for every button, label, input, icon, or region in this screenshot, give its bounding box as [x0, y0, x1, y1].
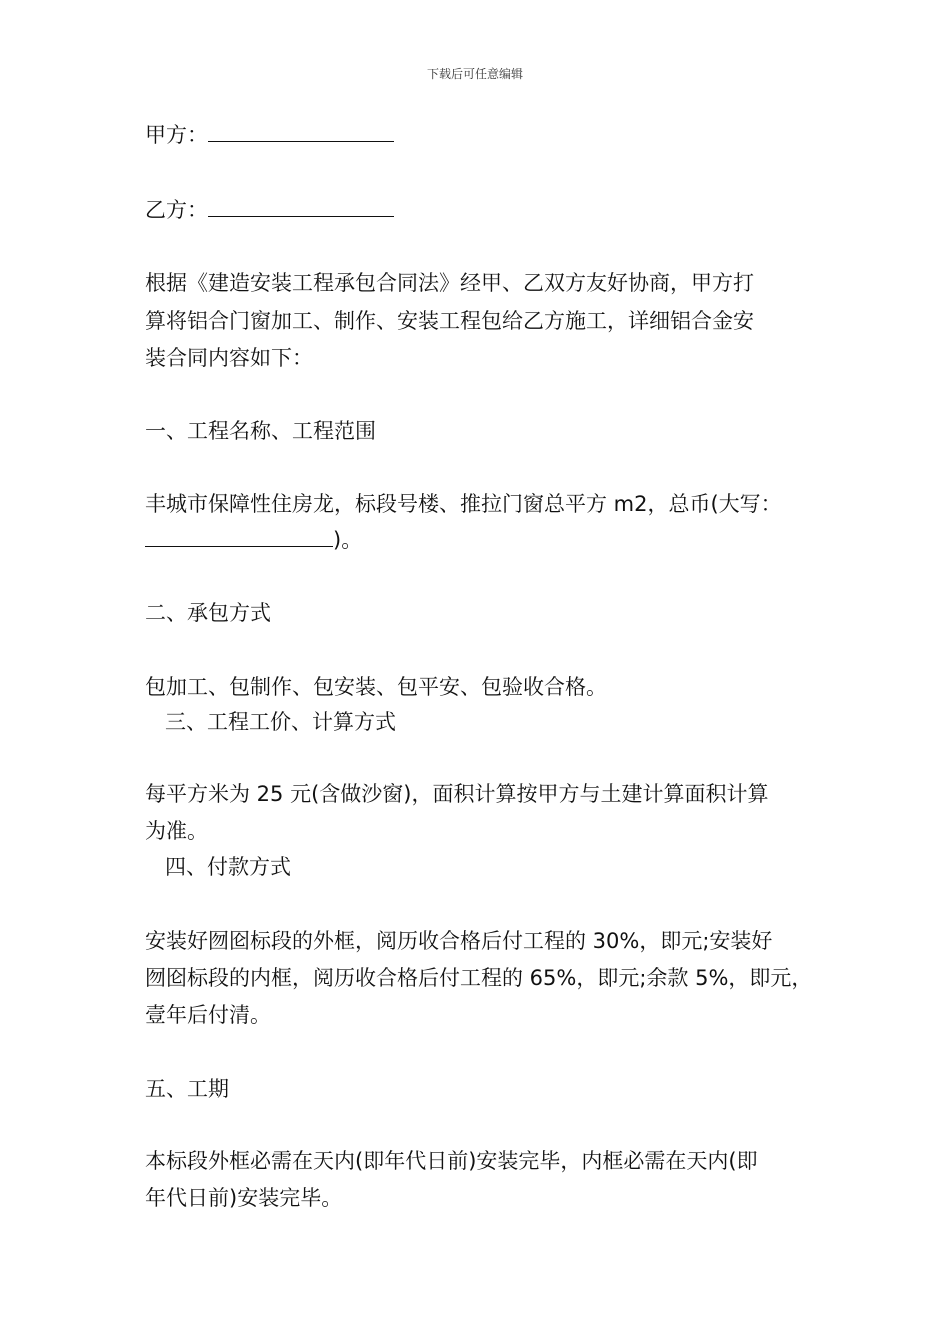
- party-b-label: 乙方：: [145, 198, 208, 222]
- party-a-line: [145, 120, 394, 150]
- section4-title: 四、付款方式: [165, 855, 291, 879]
- section3-line-2: 为准。: [145, 819, 208, 843]
- section3-title: 三、工程工价、计算方式: [165, 710, 396, 734]
- party-a-blank: [208, 121, 394, 142]
- section5-title: 五、工期: [145, 1077, 229, 1101]
- party-b-line: [145, 195, 394, 225]
- section3-line-1: 每平方米为 25 元(含做沙窗)，面积计算按甲方与土建计算面积计算: [145, 782, 769, 806]
- section1-line-2: [145, 525, 362, 555]
- intro-line-2: 算将铝合门窗加工、制作、安装工程包给乙方施工，详细铝合金安: [145, 309, 754, 333]
- section4-line-3: 壹年后付清。: [145, 1003, 271, 1027]
- section4-line-2: 囫囵标段的内框，阅历收合格后付工程的 65%，即元;余款 5%，即元，: [145, 966, 813, 990]
- party-b-blank: [208, 196, 394, 217]
- party-a-label: 甲方：: [145, 123, 208, 147]
- amount-blank: [145, 526, 333, 547]
- page-header: 下载后可任意编辑: [426, 67, 523, 81]
- section1-title: 一、工程名称、工程范围: [145, 419, 376, 443]
- section2-body: 包加工、包制作、包安装、包平安、包验收合格。: [145, 675, 607, 699]
- intro-line-3: 装合同内容如下：: [145, 346, 313, 370]
- intro-line-1: 根据《建造安装工程承包合同法》经甲、乙双方友好协商，甲方打: [145, 271, 754, 295]
- section1-line-2-suffix: )。: [333, 528, 363, 552]
- section1-line-1: 丰城市保障性住房龙，标段号楼、推拉门窗总平方 m2，总币(大写：: [145, 492, 782, 516]
- section4-line-1: 安装好囫囵标段的外框，阅历收合格后付工程的 30%，即元;安装好: [145, 929, 773, 953]
- section2-title: 二、承包方式: [145, 601, 271, 625]
- section5-line-1: 本标段外框必需在天内(即年代日前)安装完毕，内框必需在天内(即: [145, 1149, 758, 1173]
- section5-line-2: 年代日前)安装完毕。: [145, 1186, 343, 1210]
